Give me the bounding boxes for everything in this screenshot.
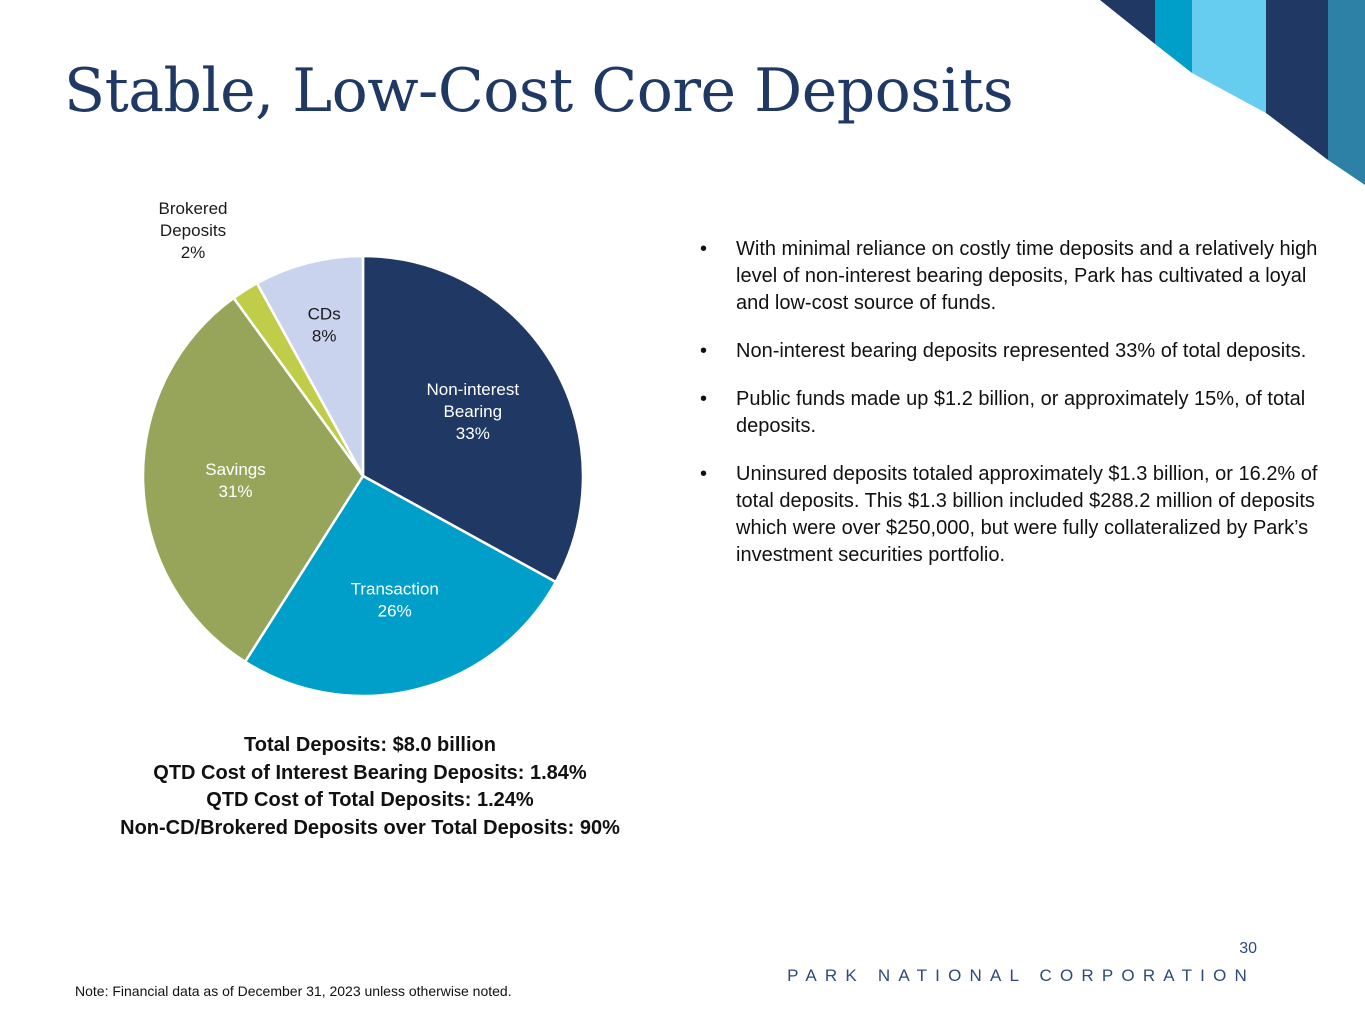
bullet-item [700, 386, 1320, 440]
bullet-item [700, 338, 1320, 365]
bullet-text: With minimal reliance on costly time deposits and a relatively high level of non-interest bearing deposits, Park has cultivated a loyal and low-cost source of funds. [736, 238, 1318, 314]
pie-label-line: Brokered [158, 200, 228, 218]
deposits-pie-chart [0, 200, 700, 720]
corner-stripe-teal [1155, 0, 1192, 73]
slide-title: Stable, Low-Cost Core Deposits [64, 56, 1014, 126]
pie-label-line: Transaction [350, 579, 439, 599]
bullet-list [700, 236, 1320, 590]
summary-non-cd-ratio: Non-CD/Brokered Deposits over Total Deposits: 90% [120, 816, 620, 839]
bullet-text: Public funds made up $1.2 billion, or approximately 15%, of total deposits. [736, 388, 1306, 437]
bullet-item [700, 461, 1320, 569]
footnote: Note: Financial data as of December 31, 2023 unless otherwise noted. [75, 983, 512, 999]
pie-label-line: Bearing [443, 402, 503, 421]
pie-label-line: Non-interest [426, 380, 520, 399]
bullet-text: Uninsured deposits totaled approximately $1.3 billion, or 16.2% of total deposits. This $1.3 billion included $288.2 million of deposits which were over $250,000, but were fully collateralized by Park’s investment securities portfolio. [736, 463, 1318, 566]
pie-label-line: 31% [218, 482, 253, 501]
pie-label-line: 2% [180, 243, 206, 262]
pie-label-brokered-deposits [159, 200, 228, 262]
bullet-icon: • [700, 238, 708, 260]
pie-label-line: 26% [377, 601, 412, 621]
bullet-text: Non-interest bearing deposits represented 33% of total deposits. [736, 340, 1307, 362]
pie-label-line: Deposits [159, 221, 227, 240]
page-number: 30 [1239, 940, 1257, 957]
pie-label-line: 33% [455, 424, 490, 443]
pie-label-line: 8% [311, 326, 337, 346]
corner-stripe-navy-1 [1100, 0, 1155, 44]
pie-label-line: CDs [307, 304, 341, 324]
summary-total-deposits: Total Deposits: $8.0 billion [244, 734, 496, 756]
corner-stripe-navy-2 [1266, 0, 1328, 160]
corner-stripe-light-blue [1192, 0, 1266, 113]
corner-stripe-steel [1328, 0, 1365, 185]
deposit-summary [40, 732, 700, 842]
summary-cost-interest-bearing: QTD Cost of Interest Bearing Deposits: 1.84% [153, 761, 587, 784]
company-name: PARK NATIONAL CORPORATION [787, 966, 1255, 985]
bullet-icon: • [700, 388, 708, 410]
corner-decoration [1100, 0, 1365, 190]
bullet-icon: • [700, 463, 708, 485]
bullet-icon: • [700, 340, 708, 362]
pie-label-line: Savings [205, 460, 266, 479]
summary-cost-total-deposits: QTD Cost of Total Deposits: 1.24% [206, 789, 534, 811]
bullet-item [700, 236, 1320, 317]
